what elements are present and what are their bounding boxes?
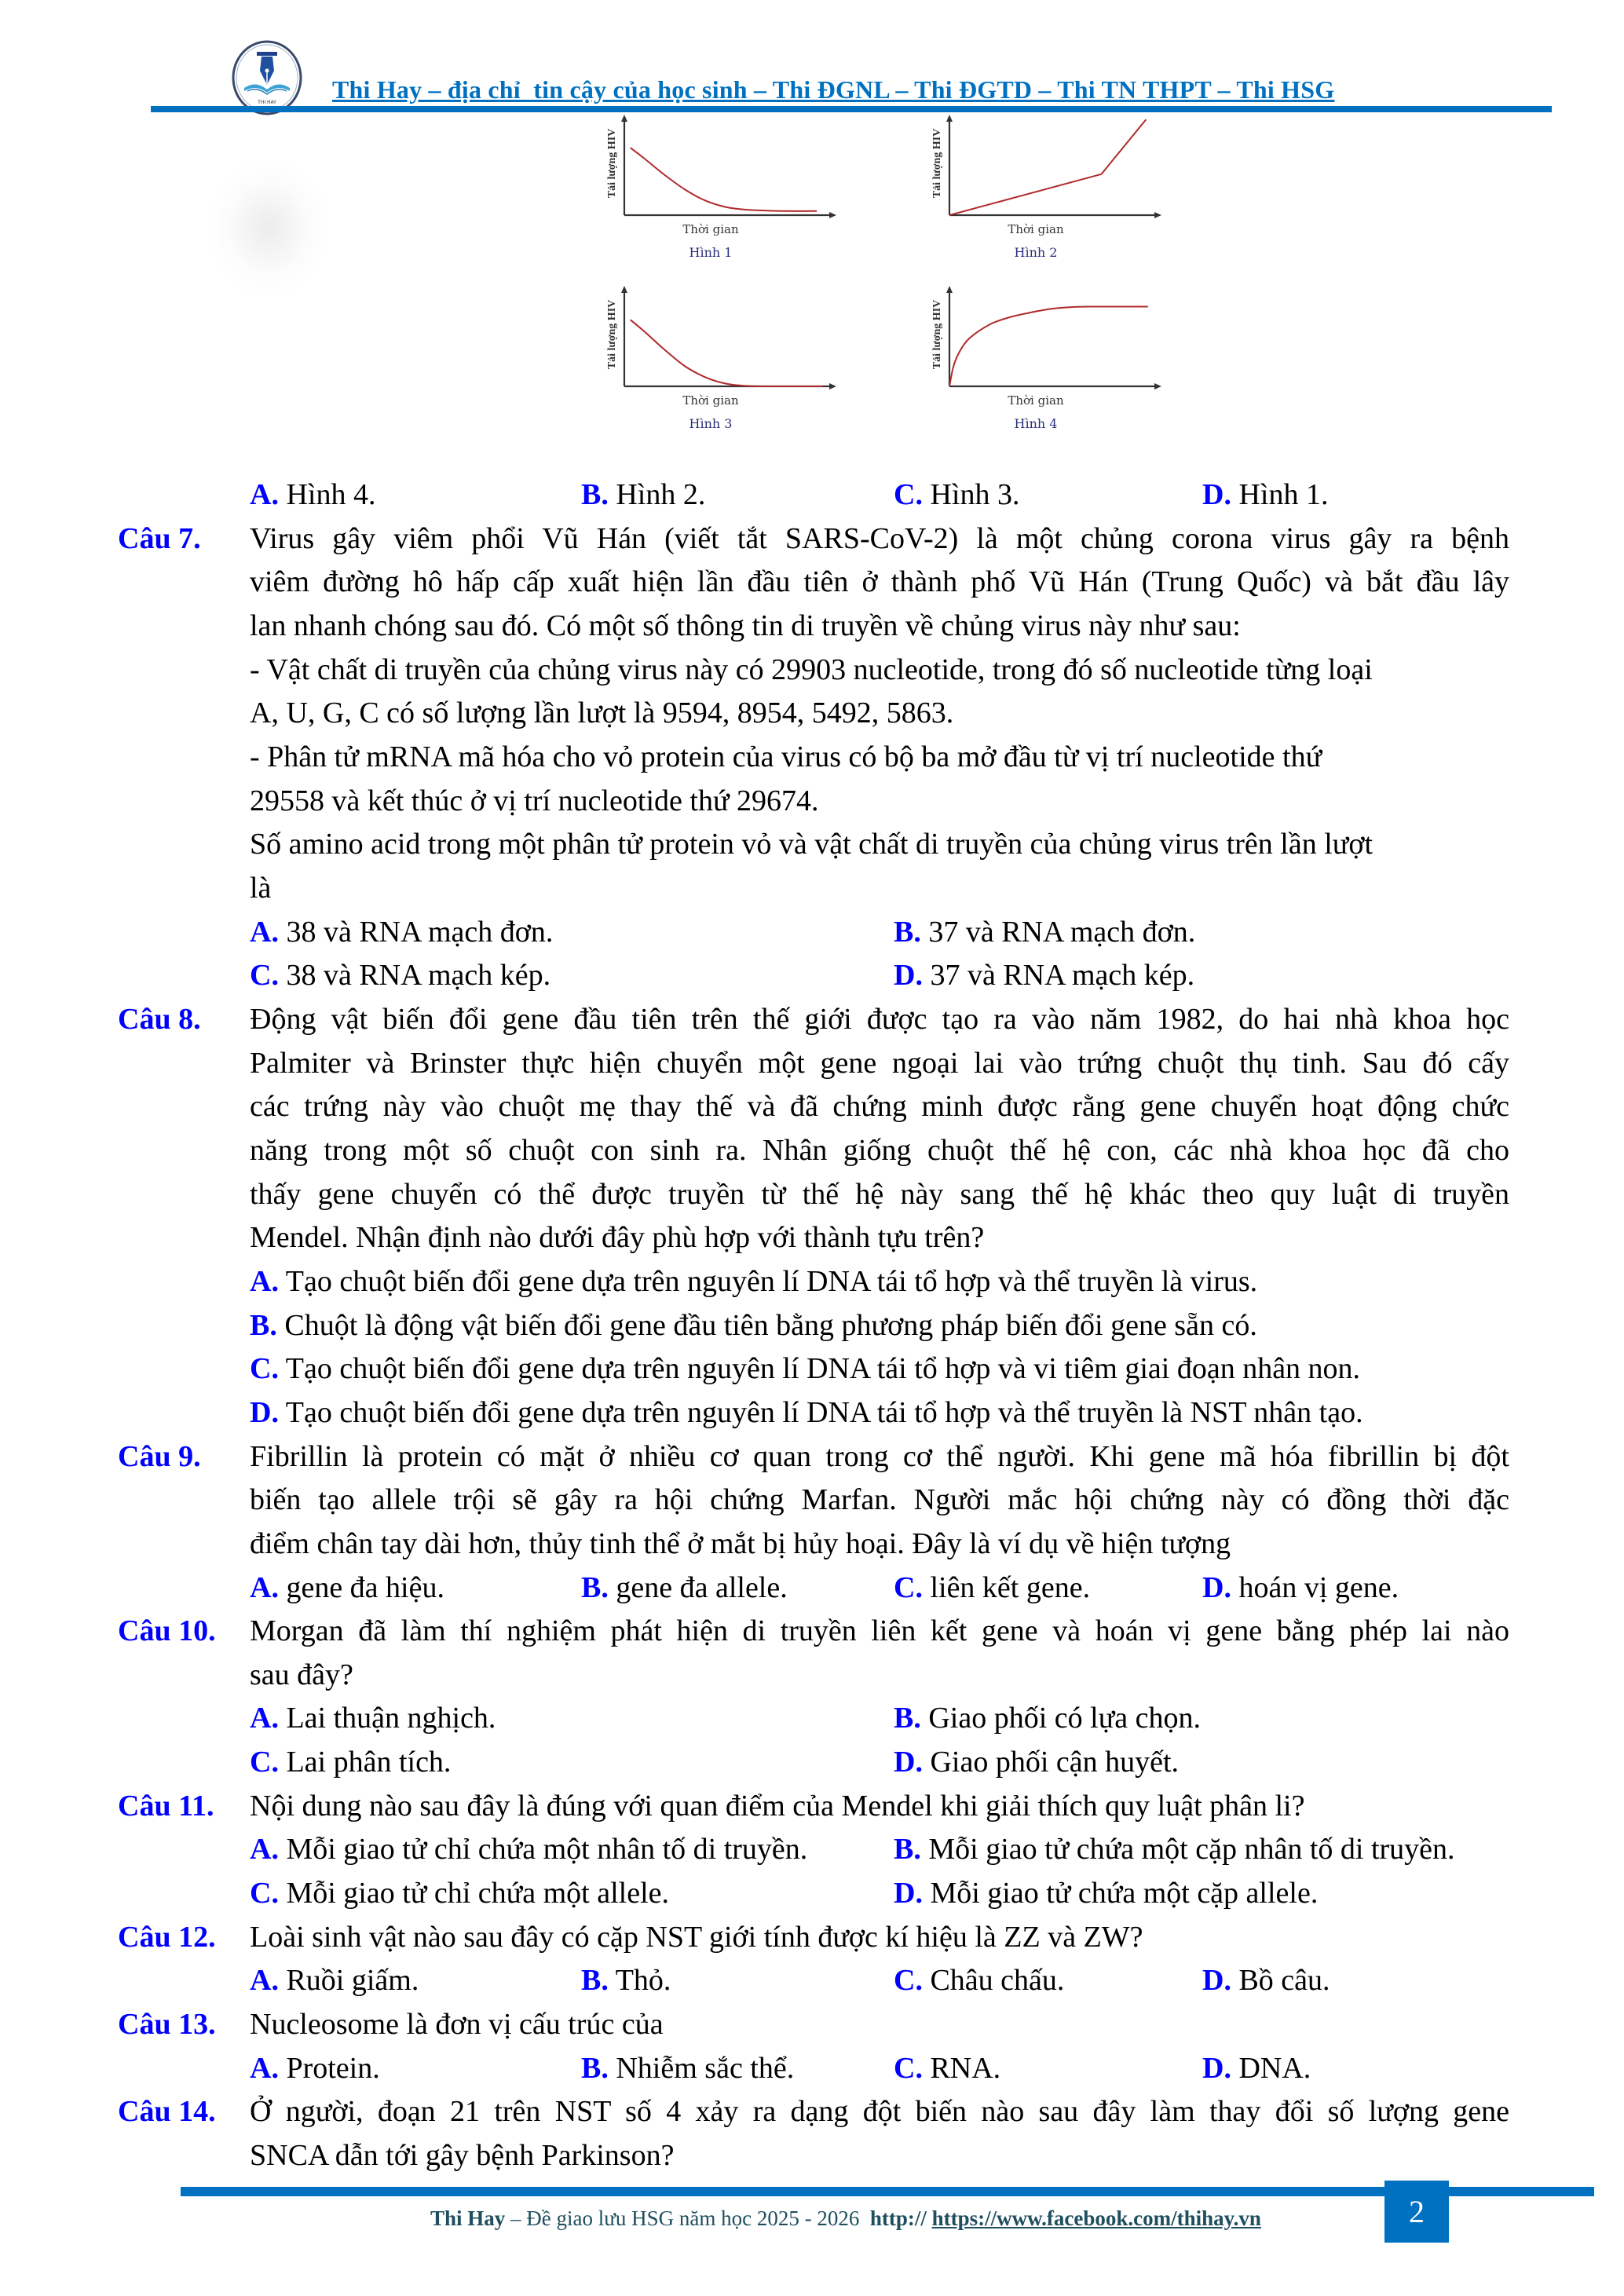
option-letter: D. <box>894 1877 923 1910</box>
answer-option-b[interactable] <box>581 473 705 517</box>
x-axis-arrow-icon <box>1154 383 1161 389</box>
option-letter: C. <box>250 959 279 993</box>
question-label: Câu 13. <box>118 2008 216 2042</box>
question-text-line: Morgan đã làm thí nghiệm phát hiện di truyền liên kết gene và hoán vị gene bằng phép lai nào <box>250 1614 1509 1648</box>
option-text: Hình 1. <box>1238 478 1329 511</box>
hiv-load-curve <box>949 306 1148 386</box>
question-label: Câu 11. <box>118 1789 214 1823</box>
option-letter: C. <box>894 1570 923 1604</box>
question-text-line: 29558 và kết thúc ở vị trí nucleotide thứ 29674. <box>250 784 819 817</box>
page-number: 2 <box>1384 2181 1449 2243</box>
answer-option-a[interactable] <box>250 910 553 954</box>
option-text: Giao phối cận huyết. <box>930 1746 1180 1779</box>
question-text-line: Nucleosome là đơn vị cấu trúc của <box>250 2008 664 2042</box>
option-text: 38 và RNA mạch kép. <box>286 959 551 993</box>
option-letter: B. <box>581 2051 609 2085</box>
question-text-line: - Phân tử mRNA mã hóa cho vỏ protein của virus có bộ ba mở đầu từ vị trí nucleotide thứ <box>250 740 1322 773</box>
option-text: Hình 2. <box>616 478 706 511</box>
question-text-line: Ở người, đoạn 21 trên NST số 4 xảy ra dạng đột biến nào sau đây làm thay đổi số lượng gene <box>250 2095 1509 2129</box>
answer-option-b[interactable] <box>894 910 1195 954</box>
figure-panel-4 <box>931 286 1161 431</box>
option-letter: D. <box>1202 1570 1231 1604</box>
figure-caption: Hình 4 <box>1014 416 1058 431</box>
option-text: Mỗi giao tử chỉ chứa một nhân tố di truyền. <box>286 1833 808 1866</box>
answer-option-d[interactable] <box>1202 473 1328 517</box>
option-text: Mỗi giao tử chứa một cặp allele. <box>930 1877 1319 1910</box>
option-text: 37 và RNA mạch kép. <box>930 959 1195 993</box>
option-text: Mỗi giao tử chứa một cặp nhân tố di truyền. <box>928 1833 1455 1866</box>
x-axis-arrow-icon <box>829 212 836 218</box>
option-letter: C. <box>250 1746 279 1779</box>
answer-option-b[interactable] <box>894 1827 1455 1871</box>
answer-option-b[interactable] <box>581 1566 788 1610</box>
hiv-load-curve <box>949 119 1146 215</box>
question-text-line: A, U, G, C có số lượng lần lượt là 9594, 8954, 5492, 5863. <box>250 696 954 730</box>
question-text-line: Loài sinh vật nào sau đây có cặp NST giới tính được kí hiệu là ZZ và ZW? <box>250 1920 1143 1954</box>
footer-text <box>430 2206 1261 2231</box>
answer-option-c[interactable] <box>894 1566 1090 1610</box>
answer-option-a[interactable] <box>250 1566 444 1610</box>
option-text: gene đa hiệu. <box>286 1570 444 1604</box>
figure-grid-svg <box>597 110 1194 440</box>
option-text: gene đa allele. <box>616 1570 788 1604</box>
answer-option-d[interactable] <box>250 1391 1363 1435</box>
option-letter: B. <box>250 1308 277 1342</box>
question-label: Câu 9. <box>118 1439 201 1473</box>
hiv-load-figures <box>597 110 1194 440</box>
y-axis-arrow-icon <box>946 286 953 293</box>
hiv-load-curve <box>631 320 823 386</box>
answer-option-d[interactable] <box>1202 1958 1330 2002</box>
option-text: Hình 3. <box>930 478 1020 511</box>
question-label: Câu 7. <box>118 521 201 555</box>
option-letter: C. <box>250 1352 279 1386</box>
option-text: Chuột là động vật biến đổi gene đầu tiên bằng phương pháp biến đổi gene sẵn có. <box>284 1308 1257 1342</box>
question-text-line: Nội dung nào sau đây là đúng với quan điểm của Mendel khi giải thích quy luật phân li? <box>250 1789 1305 1823</box>
option-text: Bồ câu. <box>1238 1964 1330 1998</box>
question-text-line: điểm chân tay dài hơn, thủy tinh thể ở mắt bị hủy hoại. Đây là ví dụ về hiện tượng <box>250 1526 1231 1560</box>
option-letter: D. <box>894 959 923 993</box>
hiv-load-curve <box>631 148 817 211</box>
figure-panel-2 <box>931 115 1161 260</box>
answer-option-d[interactable] <box>894 1871 1318 1915</box>
option-letter: C. <box>894 478 923 511</box>
question-text-line: là <box>250 871 272 905</box>
x-axis-label: Thời gian <box>682 393 739 408</box>
option-text: 37 và RNA mạch đơn. <box>928 915 1196 949</box>
header-title: Thi Hay – địa chỉ tin cậy của học sinh – Thi ĐGNL – Thi ĐGTD – Thi TN THPT – Thi HSG <box>332 75 1335 104</box>
footer-brand: Thi Hay <box>430 2206 506 2230</box>
question-text-line: lan nhanh chóng sau đó. Có một số thông tin di truyền về chủng virus này như sau: <box>250 609 1241 642</box>
option-text: Tạo chuột biến đổi gene dựa trên nguyên lí DNA tái tổ hợp và vi tiêm giai đoạn nhân non. <box>285 1352 1361 1386</box>
question-text-line: Mendel. Nhận định nào dưới đây phù hợp với thành tựu trên? <box>250 1221 985 1255</box>
x-axis-arrow-icon <box>1154 212 1161 218</box>
question-text-line: Số amino acid trong một phân tử protein vỏ và vật chất di truyền của chủng virus trên lần lượt <box>250 828 1373 861</box>
answer-option-a[interactable] <box>250 2046 380 2090</box>
answer-option-a[interactable] <box>250 1260 1257 1303</box>
answer-option-b[interactable] <box>581 1958 671 2002</box>
option-letter: A. <box>250 1264 279 1298</box>
option-letter: C. <box>250 1877 279 1910</box>
footer-subtitle: – Đề giao lưu HSG năm học 2025 - 2026 <box>505 2206 870 2230</box>
question-text-line: năng trong một số chuột con sinh ra. Nhân giống chuột thế hệ con, các nhà khoa học đã cho <box>250 1133 1509 1167</box>
y-axis-label: Tải lượng HIV <box>931 299 943 370</box>
question-label: Câu 8. <box>118 1002 201 1036</box>
option-letter: A. <box>250 915 279 949</box>
option-letter: C. <box>894 1964 923 1998</box>
answer-option-d[interactable] <box>1202 2046 1311 2090</box>
option-letter: A. <box>250 1833 279 1866</box>
answer-option-a[interactable] <box>250 1827 807 1871</box>
answer-option-d[interactable] <box>1202 1566 1399 1610</box>
option-text: RNA. <box>930 2051 1001 2085</box>
figure-panel-3 <box>606 286 836 431</box>
option-letter: B. <box>581 1570 609 1604</box>
option-text: Hình 4. <box>286 478 376 511</box>
answer-option-d[interactable] <box>894 953 1194 997</box>
y-axis-label: Tải lượng HIV <box>606 299 618 370</box>
option-letter: A. <box>250 1570 279 1604</box>
question-text-line: các trứng này vào chuột mẹ thay thế và đã chứng minh được rằng gene chuyển hoạt động chức <box>250 1090 1509 1124</box>
question-text-line: sau đây? <box>250 1658 353 1691</box>
option-letter: B. <box>894 1702 921 1735</box>
question-text-line: SNCA dẫn tới gây bệnh Parkinson? <box>250 2139 675 2173</box>
option-letter: C. <box>894 2051 923 2085</box>
answer-option-a[interactable] <box>250 473 375 517</box>
question-text-line: thấy gene chuyển có thể được truyền từ thế hệ này sang thế hệ khác theo quy luật di truyền <box>250 1177 1509 1211</box>
footer-divider <box>181 2187 1594 2196</box>
question-label: Câu 14. <box>118 2095 216 2129</box>
answer-option-c[interactable] <box>250 1740 451 1784</box>
figure-caption: Hình 3 <box>689 416 733 431</box>
option-text: Tạo chuột biến đổi gene dựa trên nguyên lí DNA tái tổ hợp và thể truyền là NST nhân tạo. <box>285 1395 1363 1429</box>
option-text: Tạo chuột biến đổi gene dựa trên nguyên lí DNA tái tổ hợp và thể truyền là virus. <box>285 1264 1258 1298</box>
figure-caption: Hình 1 <box>689 245 733 260</box>
answer-option-c[interactable] <box>250 1347 1360 1391</box>
question-text-line: Fibrillin là protein có mặt ở nhiều cơ quan trong cơ thể người. Khi gene mã hóa fibrillin bị đột <box>250 1439 1509 1473</box>
option-letter: A. <box>250 1964 279 1998</box>
option-letter: B. <box>581 1964 609 1998</box>
question-text-line: - Vật chất di truyền của chủng virus này có 29903 nucleotide, trong đó số nucleotide từng loại <box>250 653 1373 686</box>
answer-option-c[interactable] <box>250 953 550 997</box>
answer-option-d[interactable] <box>894 1740 1179 1784</box>
y-axis-arrow-icon <box>946 115 953 122</box>
option-text: Mỗi giao tử chỉ chứa một allele. <box>286 1877 670 1910</box>
y-axis-arrow-icon <box>621 115 627 122</box>
x-axis-label: Thời gian <box>1008 222 1064 236</box>
answer-option-b[interactable] <box>894 1696 1201 1740</box>
option-text: Ruồi giấm. <box>286 1964 419 1998</box>
option-text: liên kết gene. <box>930 1570 1091 1604</box>
option-letter: B. <box>894 915 921 949</box>
question-text-line: biến tạo allele trội sẽ gây ra hội chứng Marfan. Người mắc hội chứng này có đồng thời đặc <box>250 1483 1509 1517</box>
option-text: Nhiễm sắc thể. <box>616 2051 795 2085</box>
option-text: Lai thuận nghịch. <box>286 1702 496 1735</box>
figure-caption: Hình 2 <box>1014 245 1058 260</box>
answer-option-c[interactable] <box>894 2046 1000 2090</box>
scan-blur-mark <box>206 157 331 298</box>
answer-option-a[interactable] <box>250 1696 496 1740</box>
question-label: Câu 10. <box>118 1614 216 1648</box>
y-axis-label: Tải lượng HIV <box>931 128 943 199</box>
thi-hay-logo <box>230 39 304 116</box>
option-text: Thỏ. <box>615 1964 671 1998</box>
option-letter: D. <box>1202 478 1231 511</box>
question-text-line: Virus gây viêm phổi Vũ Hán (viết tắt SARS-CoV-2) là một chủng corona virus gây ra bệnh <box>250 521 1509 555</box>
option-letter: D. <box>1202 2051 1231 2085</box>
question-text-line: Palmiter và Brinster thực hiện chuyển một gene ngoại lai vào trứng chuột thụ tinh. Sau đó cấy <box>250 1046 1509 1080</box>
option-letter: B. <box>581 478 609 511</box>
option-letter: A. <box>250 2051 279 2085</box>
option-letter: D. <box>894 1746 923 1779</box>
answer-option-c[interactable] <box>894 1958 1064 2002</box>
option-text: 38 và RNA mạch đơn. <box>286 915 554 949</box>
y-axis-label: Tải lượng HIV <box>606 128 618 199</box>
figure-panel-1 <box>606 115 836 260</box>
option-text: Lai phân tích. <box>286 1746 452 1779</box>
answer-option-c[interactable] <box>894 473 1019 517</box>
footer-facebook-link[interactable]: https://www.facebook.com/thihay.vn <box>931 2206 1261 2230</box>
x-axis-arrow-icon <box>829 383 836 389</box>
question-label: Câu 12. <box>118 1920 216 1954</box>
answer-option-a[interactable] <box>250 1958 419 2002</box>
option-text: hoán vị gene. <box>1238 1570 1399 1604</box>
option-letter: A. <box>250 478 279 511</box>
option-text: Châu chấu. <box>930 1964 1065 1998</box>
x-axis-label: Thời gian <box>682 222 739 236</box>
answer-option-b[interactable] <box>250 1303 1257 1347</box>
option-text: DNA. <box>1238 2051 1311 2085</box>
answer-option-b[interactable] <box>581 2046 794 2090</box>
question-text-line: viêm đường hô hấp cấp xuất hiện lần đầu tiên ở thành phố Vũ Hán (Trung Quốc) và bắt đầu lây <box>250 565 1509 599</box>
footer-http-prefix: http:// <box>869 2206 927 2230</box>
logo-lettering: THI HAY <box>258 100 276 105</box>
option-text: Giao phối có lựa chọn. <box>928 1702 1202 1735</box>
x-axis-label: Thời gian <box>1008 393 1064 408</box>
y-axis-arrow-icon <box>621 286 627 293</box>
option-letter: A. <box>250 1702 279 1735</box>
answer-option-c[interactable] <box>250 1871 669 1915</box>
option-letter: D. <box>250 1395 279 1429</box>
option-letter: B. <box>894 1833 921 1866</box>
option-letter: D. <box>1202 1964 1231 1998</box>
question-text-line: Động vật biến đổi gene đầu tiên trên thế giới được tạo ra vào năm 1982, do hai nhà khoa học <box>250 1002 1509 1036</box>
option-text: Protein. <box>286 2051 380 2085</box>
